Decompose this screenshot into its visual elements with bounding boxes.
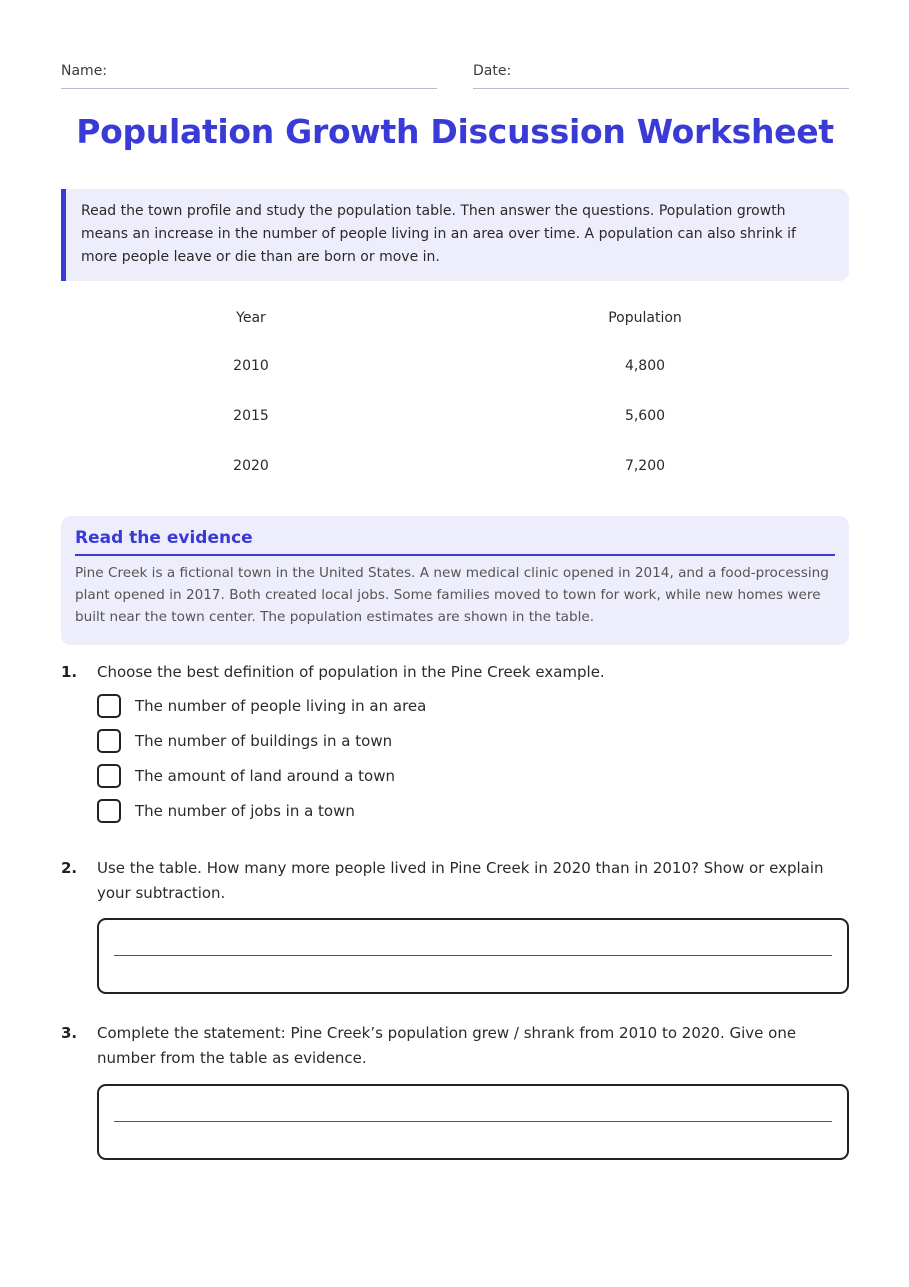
name-field[interactable] bbox=[61, 60, 437, 89]
question-text: Use the table. How many more people lived in Pine Creek in 2020 than in 2010? Show or explain your subtraction. bbox=[97, 859, 824, 902]
question-3 bbox=[61, 1021, 849, 1161]
date-field[interactable] bbox=[473, 60, 849, 89]
table-row bbox=[61, 341, 849, 391]
answer-line bbox=[114, 1121, 832, 1122]
column-header-year: Year bbox=[236, 310, 266, 326]
answer-option[interactable] bbox=[97, 793, 797, 828]
column-header-population: Population bbox=[608, 310, 682, 326]
intro-callout: Read the town profile and study the population table. Then answer the questions. Population growth means an increase in the number of people living in an area over time. A population can also shrink if more people leave or die than are born or move in. bbox=[61, 189, 849, 281]
evidence-text: Pine Creek is a fictional town in the United States. A new medical clinic opened in 2014, and a food-processing plant opened in 2017. Both created local jobs. Some families moved to town for work, while new homes were built near the town center. The population estimates are shown in the table. bbox=[75, 565, 829, 625]
answer-options bbox=[97, 688, 797, 828]
option-label: The amount of land around a town bbox=[135, 766, 395, 785]
question-text: Choose the best definition of population in the Pine Creek example. bbox=[97, 663, 605, 681]
table-cell-population: 4,800 bbox=[624, 358, 666, 374]
name-label: Name: bbox=[61, 63, 108, 79]
date-label: Date: bbox=[473, 63, 512, 79]
table-cell-population: 7,200 bbox=[624, 458, 666, 474]
header-fields bbox=[61, 60, 849, 88]
answer-box[interactable] bbox=[97, 918, 849, 994]
page-title: Population Growth Discussion Worksheet bbox=[76, 112, 834, 151]
table-header-row bbox=[61, 295, 849, 341]
answer-line bbox=[114, 955, 832, 956]
question-number: 2. bbox=[61, 859, 78, 877]
table-cell-year: 2015 bbox=[233, 408, 269, 424]
table-cell-year: 2020 bbox=[233, 458, 269, 474]
checkbox[interactable] bbox=[97, 729, 121, 753]
table-row bbox=[61, 441, 849, 491]
checkbox[interactable] bbox=[97, 764, 121, 788]
answer-option[interactable] bbox=[97, 688, 797, 723]
option-label: The number of jobs in a town bbox=[135, 801, 355, 820]
question-number: 3. bbox=[61, 1024, 78, 1042]
answer-option[interactable] bbox=[97, 758, 797, 793]
checkbox[interactable] bbox=[97, 799, 121, 823]
question-2 bbox=[61, 856, 849, 996]
evidence-box bbox=[61, 516, 849, 645]
question-1 bbox=[61, 660, 849, 840]
table-cell-population: 5,600 bbox=[624, 408, 666, 424]
option-label: The number of people living in an area bbox=[135, 696, 427, 715]
table-cell-year: 2010 bbox=[233, 358, 269, 374]
answer-option[interactable] bbox=[97, 723, 797, 758]
answer-box[interactable] bbox=[97, 1084, 849, 1160]
question-text: Complete the statement: Pine Creek’s population grew / shrank from 2010 to 2020. Give one number from the table as evidence. bbox=[97, 1024, 797, 1067]
question-number: 1. bbox=[61, 663, 78, 681]
checkbox[interactable] bbox=[97, 694, 121, 718]
evidence-title: Read the evidence bbox=[75, 528, 835, 556]
population-table bbox=[61, 295, 849, 491]
table-row bbox=[61, 391, 849, 441]
option-label: The number of buildings in a town bbox=[135, 731, 393, 750]
